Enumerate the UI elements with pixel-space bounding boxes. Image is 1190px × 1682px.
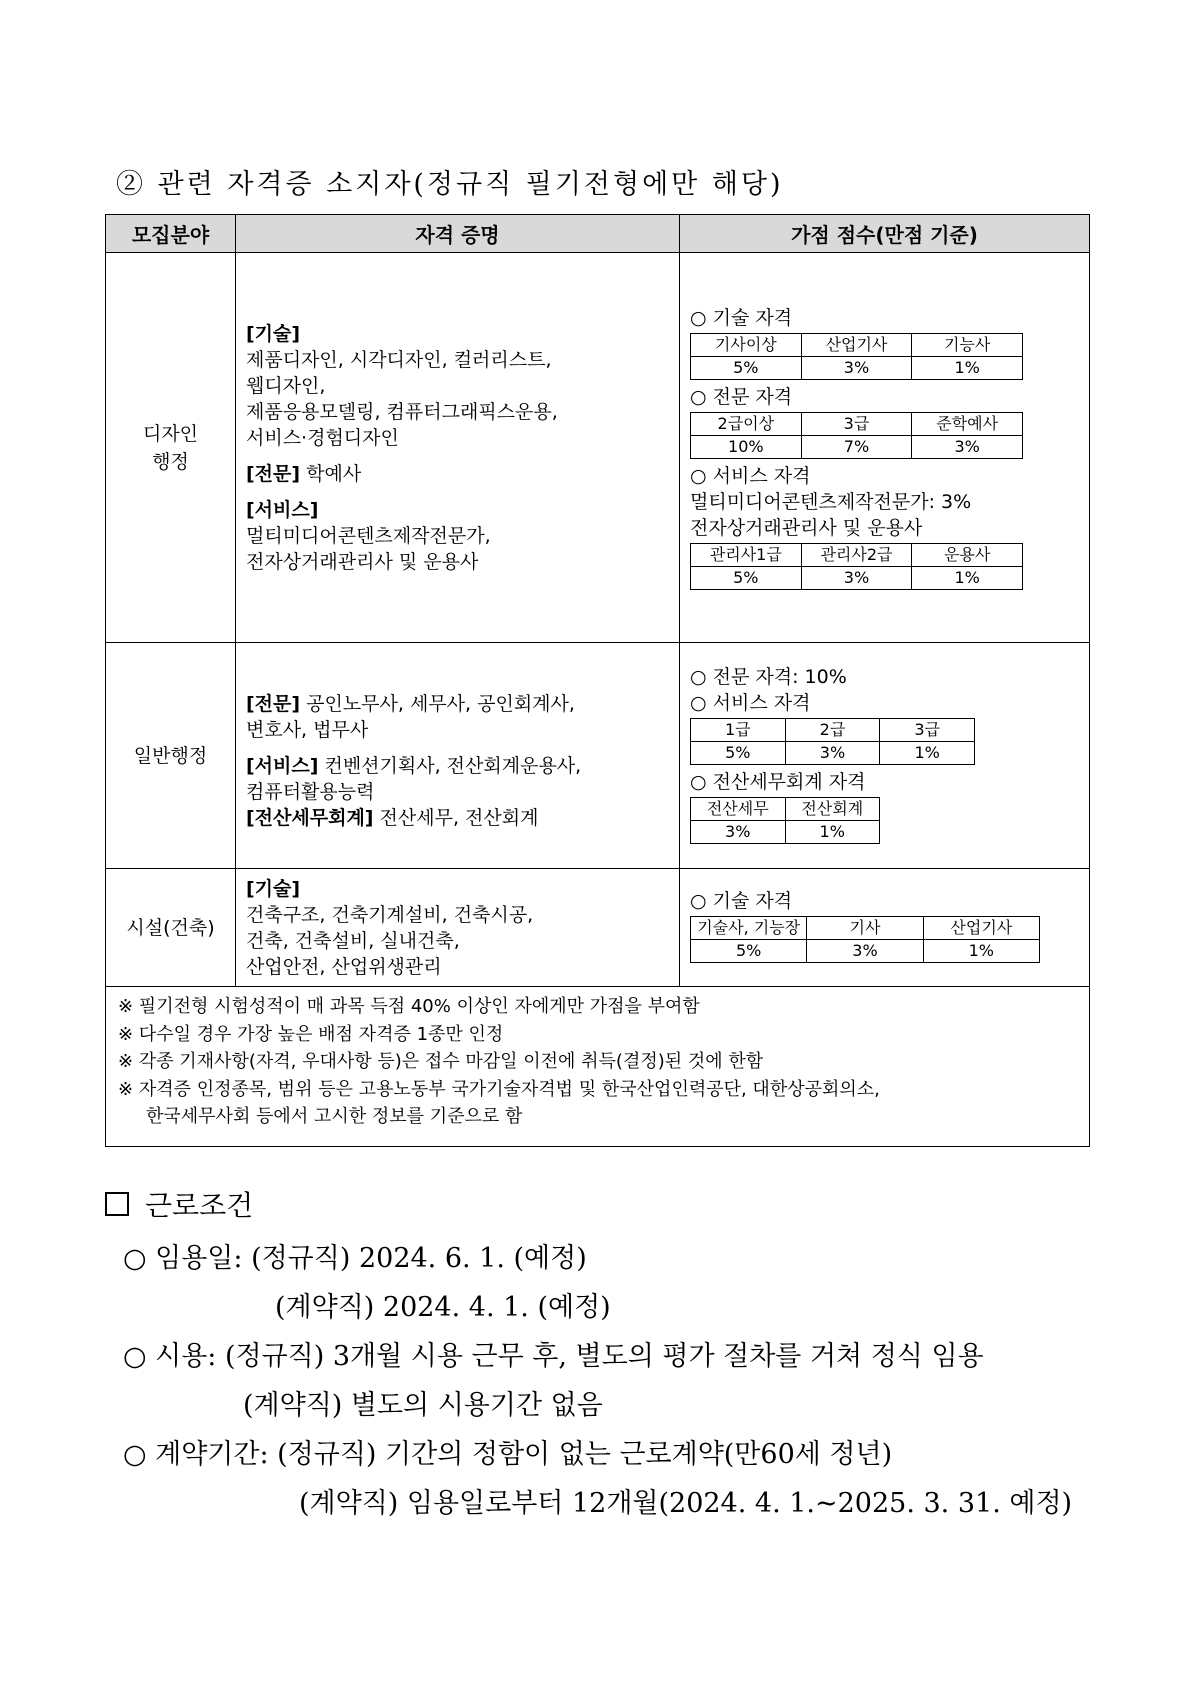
notes-row [106, 987, 1090, 1147]
work-conditions-title [105, 1184, 1105, 1224]
qual-group [246, 876, 669, 980]
mini-cell: 3% [912, 436, 1023, 459]
mini-cell: 기사 [807, 917, 923, 940]
mini-cell: 3% [801, 567, 912, 590]
qual-label: [기술] [246, 877, 301, 900]
qual-text: 컨벤션기획사, 전산회계운용사, [318, 754, 582, 777]
qual-label: [전문] [246, 462, 301, 485]
header-score: 가점 점수(만점 기준) [680, 215, 1090, 253]
score-label: ○ 서비스 자격 [690, 465, 811, 487]
mini-cell: 관리사2급 [801, 544, 912, 567]
score-label: ○ 전문 자격: 10% [690, 665, 847, 688]
mini-cell: 3% [807, 940, 923, 963]
qual-label: [기술] [246, 322, 301, 345]
mini-cell: 1% [880, 741, 975, 764]
checkbox-square-icon [105, 1192, 129, 1216]
field-line: 시설(건축) [126, 916, 215, 939]
score-mini-table [690, 543, 1023, 590]
field-cell [106, 869, 236, 987]
note-line: ※ 자격증 인정종목, 범위 등은 고용노동부 국가기술자격법 및 한국산업인력공단, 대한상공회의소, [118, 1078, 880, 1100]
work-conditions-section [105, 1184, 1105, 1528]
qual-line: 건축, 건축설비, 실내건축, [246, 929, 460, 952]
qualification-cell [236, 869, 680, 987]
mini-cell: 산업기사 [801, 334, 912, 357]
score-label: ○ 서비스 자격 [690, 691, 811, 714]
mini-cell: 7% [801, 436, 912, 459]
score-cell [680, 869, 1090, 987]
mini-cell: 1급 [691, 718, 786, 741]
qual-line: 산업안전, 산업위생관리 [246, 955, 442, 978]
table-row [106, 869, 1090, 987]
qual-text: 전산세무, 전산회계 [373, 806, 539, 829]
mini-cell: 2급 [785, 718, 880, 741]
score-mini-table [690, 916, 1040, 963]
work-title-text: 근로조건 [145, 1189, 254, 1222]
qual-line: 컴퓨터활용능력 [246, 780, 375, 803]
score-mini-table [690, 718, 975, 765]
qual-label: [서비스] [246, 754, 319, 777]
qual-line: 전자상거래관리사 및 운용사 [246, 550, 479, 573]
qual-group [246, 497, 669, 575]
qual-label: [서비스] [246, 498, 319, 521]
score-text: 멀티미디어콘텐츠제작전문가: 3% [690, 491, 972, 513]
mini-cell: 3% [785, 741, 880, 764]
qual-label: [전문] [246, 692, 301, 715]
table-row [106, 253, 1090, 643]
mini-cell: 3% [801, 357, 912, 380]
field-cell [106, 643, 236, 869]
qual-line: 변호사, 법무사 [246, 718, 369, 741]
mini-cell: 기사이상 [691, 334, 802, 357]
mini-cell: 준학예사 [912, 413, 1023, 436]
section-heading: ② 관련 자격증 소지자(정규직 필기전형에만 해당) [116, 169, 784, 200]
mini-cell: 10% [691, 436, 802, 459]
qual-group [246, 321, 669, 451]
mini-cell: 운용사 [912, 544, 1023, 567]
field-line: 디자인 [142, 422, 199, 445]
mini-cell: 3% [691, 820, 786, 843]
qual-text: 학예사 [300, 462, 362, 485]
qual-group [246, 461, 669, 487]
qual-group [246, 691, 669, 743]
mini-cell: 산업기사 [923, 917, 1039, 940]
qual-line: 제품디자인, 시각디자인, 컬러리스트, [246, 348, 552, 371]
note-line: ※ 필기전형 시험성적이 매 과목 득점 40% 이상인 자에게만 가점을 부여함 [118, 996, 700, 1017]
score-text: 전자상거래관리사 및 운용사 [690, 517, 923, 539]
score-label: ○ 전산세무회계 자격 [690, 770, 866, 793]
mini-cell: 전산회계 [785, 797, 880, 820]
mini-cell: 1% [912, 567, 1023, 590]
work-line: ○ 시용: (정규직) 3개월 시용 근무 후, 별도의 평가 절차를 거쳐 정식 임용 [123, 1341, 984, 1372]
qualification-cell [236, 253, 680, 643]
mini-cell: 5% [691, 741, 786, 764]
table-header-row [106, 215, 1090, 253]
qual-line: 서비스·경험디자인 [246, 426, 399, 449]
mini-cell: 3급 [801, 413, 912, 436]
qual-text: 공인노무사, 세무사, 공인회계사, [300, 692, 575, 715]
work-line: ○ 임용일: (정규직) 2024. 6. 1. (예정) [123, 1243, 587, 1274]
notes-cell [106, 987, 1090, 1147]
note-line: ※ 다수일 경우 가장 높은 배점 자격증 1종만 인정 [118, 1023, 504, 1045]
mini-cell: 관리사1급 [691, 544, 802, 567]
work-line: ○ 계약기간: (정규직) 기간의 정함이 없는 근로계약(만60세 정년) [123, 1439, 893, 1470]
qual-label: [전산세무회계] [246, 806, 374, 829]
field-line: 행정 [152, 450, 189, 473]
score-mini-table [690, 412, 1023, 459]
note-line: 한국세무사회 등에서 고시한 정보를 기준으로 함 [146, 1106, 523, 1127]
header-field: 모집분야 [106, 215, 236, 253]
mini-cell: 기능사 [912, 334, 1023, 357]
score-mini-table [690, 797, 880, 844]
qual-line: 제품응용모델링, 컴퓨터그래픽스운용, [246, 400, 558, 423]
qual-group [246, 753, 669, 805]
mini-cell: 5% [691, 357, 802, 380]
field-line: 일반행정 [133, 744, 208, 767]
qual-group [246, 805, 669, 831]
table-row [106, 643, 1090, 869]
score-mini-table [690, 333, 1023, 380]
qual-line: 멀티미디어콘텐츠제작전문가, [246, 524, 491, 547]
qual-line: 웹디자인, [246, 374, 326, 397]
mini-cell: 1% [785, 820, 880, 843]
score-label: ○ 전문 자격 [690, 386, 793, 408]
work-line: (계약직) 2024. 4. 1. (예정) [275, 1292, 611, 1323]
score-cell [680, 643, 1090, 869]
header-qualification: 자격 증명 [236, 215, 680, 253]
qualification-cell [236, 643, 680, 869]
mini-cell: 5% [691, 567, 802, 590]
score-label: ○ 기술 자격 [690, 307, 793, 329]
qual-line: 건축구조, 건축기계설비, 건축시공, [246, 903, 534, 926]
score-label: ○ 기술 자격 [690, 890, 793, 912]
field-cell [106, 253, 236, 643]
work-line: (계약직) 별도의 시용기간 없음 [243, 1390, 603, 1421]
note-line: ※ 각종 기재사항(자격, 우대사항 등)은 접수 마감일 이전에 취득(결정)된 것에 한함 [118, 1051, 764, 1072]
mini-cell: 5% [691, 940, 807, 963]
mini-cell: 2급이상 [691, 413, 802, 436]
work-line: (계약직) 임용일로부터 12개월(2024. 4. 1.~2025. 3. 31. 예정) [299, 1488, 1073, 1519]
qualification-table [105, 214, 1090, 1147]
mini-cell: 전산세무 [691, 797, 786, 820]
mini-cell: 1% [923, 940, 1039, 963]
mini-cell: 3급 [880, 718, 975, 741]
mini-cell: 기술사, 기능장 [691, 917, 807, 940]
mini-cell: 1% [912, 357, 1023, 380]
score-cell [680, 253, 1090, 643]
